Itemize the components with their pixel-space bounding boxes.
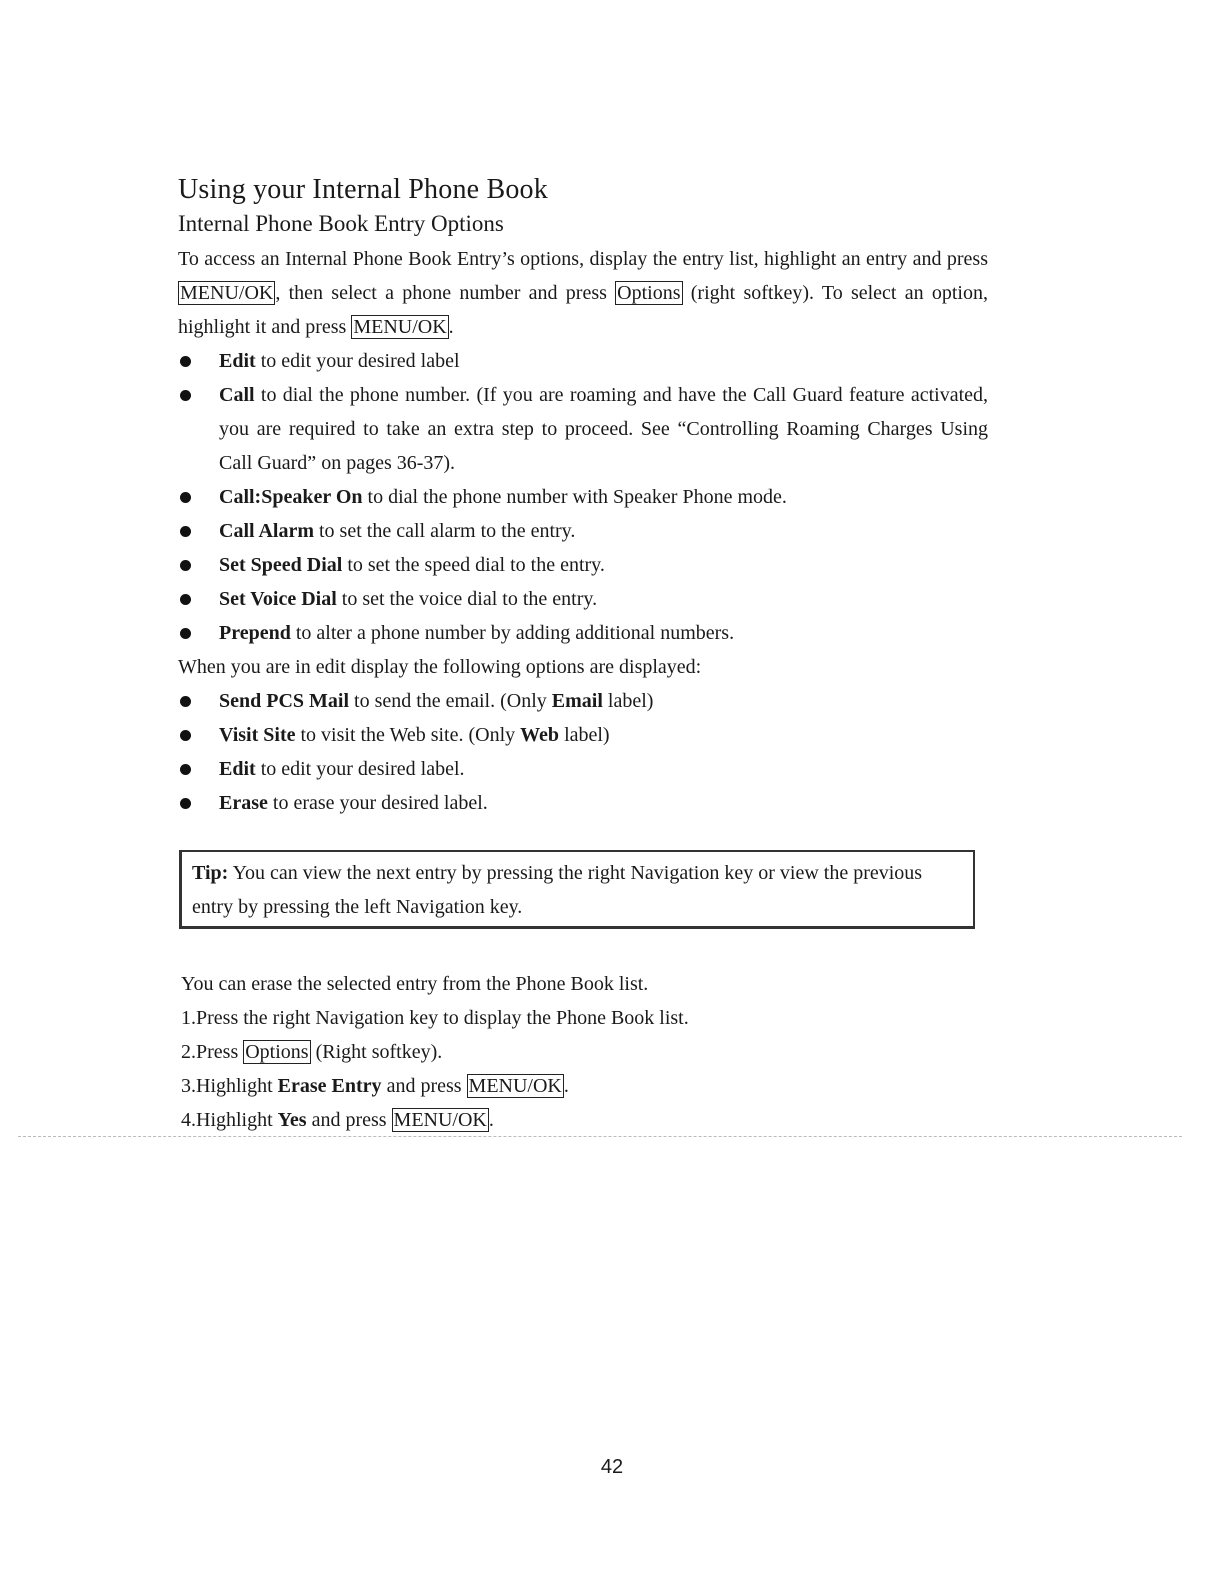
intro-text: .	[448, 316, 454, 338]
list-item	[178, 616, 988, 650]
entry-options-list	[178, 344, 988, 650]
label-term: Web	[520, 724, 560, 746]
label-term: Email	[551, 690, 603, 712]
option-term: Prepend	[219, 622, 291, 644]
bullet-icon	[180, 696, 191, 707]
step-text: 2.Press	[181, 1041, 244, 1063]
option-term: Set Speed Dial	[219, 554, 343, 576]
option-desc: to visit the Web site. (Only	[295, 724, 521, 746]
intro-text: To access an Internal Phone Book Entry’s options, display the entry list, highlight an entry and press	[178, 248, 988, 270]
step-4	[181, 1103, 988, 1137]
step-text: .	[563, 1075, 569, 1097]
option-desc: label)	[559, 724, 610, 746]
option-desc: to send the email. (Only	[349, 690, 552, 712]
step-text: 3.Highlight	[181, 1075, 278, 1097]
page-number: 42	[600, 1456, 624, 1478]
bullet-icon	[180, 560, 191, 571]
option-desc: to alter a phone number by adding additional numbers.	[290, 622, 735, 644]
list-item	[178, 514, 988, 548]
list-item	[178, 344, 988, 378]
step-term: Erase Entry	[277, 1075, 382, 1097]
intro-text: (right softkey). To select an option, highlight it and press	[178, 282, 988, 338]
erase-section	[181, 967, 988, 1137]
tip-label: Tip:	[192, 862, 229, 884]
option-term: Call	[219, 384, 255, 406]
option-desc: to dial the phone number. (If you are roaming and have the Call Guard feature activated, you are required to take an extra step to proceed. See “Controlling Roaming Charges Using Call Guard” on pages 36-37).	[219, 384, 988, 474]
option-term: Edit	[219, 758, 256, 780]
option-desc: to set the voice dial to the entry.	[336, 588, 598, 610]
option-desc: to edit your desired label.	[255, 758, 465, 780]
edit-options-list	[178, 684, 988, 820]
option-term: Edit	[219, 350, 256, 372]
step-2	[181, 1035, 988, 1069]
step-text: and press	[381, 1075, 467, 1097]
section-heading: Internal Phone Book Entry Options	[178, 211, 504, 236]
menu-ok-key: MENU/OK	[468, 1075, 562, 1097]
bullet-icon	[180, 798, 191, 809]
option-term: Call Alarm	[219, 520, 314, 542]
step-text: .	[488, 1109, 494, 1131]
tip-body: You can view the next entry by pressing the right Navigation key or view the previous entry by pressing the left Navigation key.	[192, 862, 923, 918]
list-item	[178, 786, 988, 820]
step-text: and press	[306, 1109, 392, 1131]
bullet-icon	[180, 594, 191, 605]
bullet-icon	[180, 390, 191, 401]
intro-paragraph	[178, 242, 988, 344]
list-item	[178, 548, 988, 582]
menu-ok-key: MENU/OK	[180, 282, 274, 304]
menu-ok-key: MENU/OK	[353, 316, 447, 338]
step-1: 1.Press the right Navigation key to display the Phone Book list.	[181, 1007, 689, 1029]
intro-text: , then select a phone number and press	[275, 282, 616, 304]
option-term: Erase	[219, 792, 268, 814]
list-item	[178, 684, 988, 718]
option-term: Send PCS Mail	[219, 690, 350, 712]
bullet-icon	[180, 730, 191, 741]
option-term: Visit Site	[219, 724, 296, 746]
list-item	[178, 378, 988, 480]
list-item	[178, 752, 988, 786]
bullet-icon	[180, 764, 191, 775]
option-term: Call:Speaker On	[219, 486, 363, 508]
bullet-icon	[180, 526, 191, 537]
divider-line	[18, 1136, 1182, 1137]
step-text: (Right softkey).	[310, 1041, 443, 1063]
option-desc: label)	[602, 690, 654, 712]
options-key: Options	[245, 1041, 309, 1063]
option-desc: to dial the phone number with Speaker Phone mode.	[362, 486, 787, 508]
list-item	[178, 718, 988, 752]
option-desc: to set the speed dial to the entry.	[342, 554, 605, 576]
bullet-icon	[180, 628, 191, 639]
bullet-icon	[180, 492, 191, 503]
step-term: Yes	[277, 1109, 307, 1131]
page-content	[178, 172, 988, 1137]
erase-intro: You can erase the selected entry from the Phone Book list.	[181, 973, 649, 995]
option-desc: to set the call alarm to the entry.	[314, 520, 576, 542]
bullet-icon	[180, 356, 191, 367]
tip-text	[192, 856, 963, 924]
tip-box	[179, 850, 975, 929]
options-key: Options	[617, 282, 681, 304]
option-term: Set Voice Dial	[219, 588, 337, 610]
option-desc: to erase your desired label.	[267, 792, 488, 814]
list-item	[178, 480, 988, 514]
list-item	[178, 582, 988, 616]
edit-display-intro: When you are in edit display the following options are displayed:	[178, 656, 702, 678]
menu-ok-key: MENU/OK	[393, 1109, 487, 1131]
option-desc: to edit your desired label	[255, 350, 460, 372]
page-title: Using your Internal Phone Book	[178, 174, 548, 205]
step-text: 4.Highlight	[181, 1109, 278, 1131]
step-3	[181, 1069, 988, 1103]
